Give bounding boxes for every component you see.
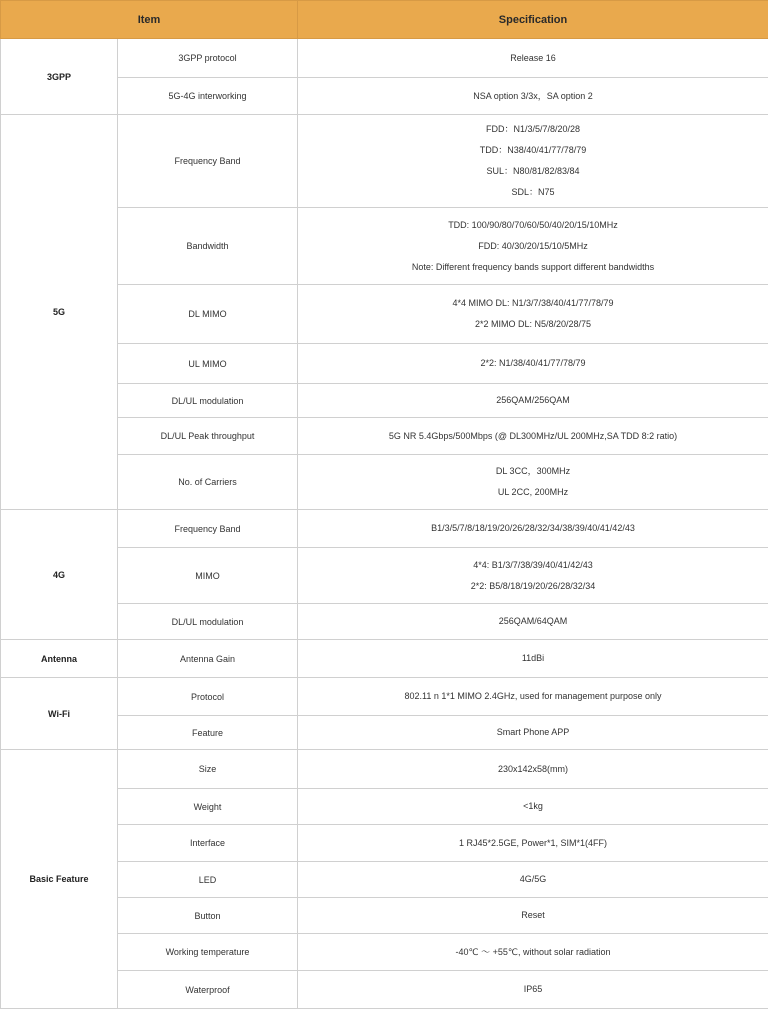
spec-line: 802.11 n 1*1 MIMO 2.4GHz, used for management purpose only — [304, 686, 762, 707]
spec-cell — [298, 208, 768, 285]
table-row — [1, 640, 768, 678]
category-cell: Wi-Fi — [1, 678, 118, 750]
spec-body — [1, 39, 768, 1009]
spec-line: 256QAM/256QAM — [304, 390, 762, 411]
spec-line: -40℃ ～ +55℃, without solar radiation — [304, 942, 762, 963]
spec-cell — [298, 285, 768, 344]
table-row — [1, 115, 768, 208]
item-label: UL MIMO — [118, 344, 298, 384]
spec-line: 11dBi — [304, 648, 762, 669]
spec-line: Release 16 — [304, 48, 762, 69]
item-label: Size — [118, 750, 298, 789]
item-label: DL/UL modulation — [118, 604, 298, 640]
spec-line: TDD：N38/40/41/77/78/79 — [304, 140, 762, 161]
spec-cell — [298, 934, 768, 971]
spec-cell — [298, 825, 768, 862]
spec-line: SDL：N75 — [304, 182, 762, 203]
spec-cell — [298, 862, 768, 898]
table-row — [1, 750, 768, 789]
table-row — [1, 678, 768, 716]
spec-cell — [298, 548, 768, 604]
spec-cell — [298, 384, 768, 418]
spec-line: UL 2CC, 200MHz — [304, 482, 762, 503]
item-label: 5G-4G interworking — [118, 78, 298, 115]
spec-line: IP65 — [304, 979, 762, 1000]
spec-line: B1/3/5/7/8/18/19/20/26/28/32/34/38/39/40/41/42/43 — [304, 518, 762, 539]
spec-cell — [298, 898, 768, 934]
spec-line: NSA option 3/3x，SA option 2 — [304, 86, 762, 107]
spec-line: 1 RJ45*2.5GE, Power*1, SIM*1(4FF) — [304, 833, 762, 854]
spec-line: Note: Different frequency bands support different bandwidths — [304, 257, 762, 278]
table-row — [1, 510, 768, 548]
item-label: Feature — [118, 716, 298, 750]
spec-line: 4G/5G — [304, 869, 762, 890]
spec-line: FDD：N1/3/5/7/8/20/28 — [304, 119, 762, 140]
header-spec: Specification — [298, 1, 768, 39]
item-label: MIMO — [118, 548, 298, 604]
spec-cell — [298, 640, 768, 678]
spec-cell — [298, 510, 768, 548]
spec-cell — [298, 344, 768, 384]
item-label: Weight — [118, 789, 298, 825]
spec-line: <1kg — [304, 796, 762, 817]
item-label: Protocol — [118, 678, 298, 716]
spec-line: 230x142x58(mm) — [304, 759, 762, 780]
item-label: Waterproof — [118, 971, 298, 1009]
spec-line: 5G NR 5.4Gbps/500Mbps (@ DL300MHz/UL 200MHz,SA TDD 8:2 ratio) — [304, 426, 762, 447]
item-label: DL MIMO — [118, 285, 298, 344]
spec-line: FDD: 40/30/20/15/10/5MHz — [304, 236, 762, 257]
spec-cell — [298, 750, 768, 789]
spec-cell — [298, 115, 768, 208]
category-cell: Antenna — [1, 640, 118, 678]
item-label: 3GPP protocol — [118, 39, 298, 78]
item-label: Frequency Band — [118, 115, 298, 208]
spec-line: Reset — [304, 905, 762, 926]
item-label: DL/UL Peak throughput — [118, 418, 298, 455]
spec-cell — [298, 39, 768, 78]
spec-cell — [298, 604, 768, 640]
spec-line: Smart Phone APP — [304, 722, 762, 743]
category-cell: 3GPP — [1, 39, 118, 115]
item-label: LED — [118, 862, 298, 898]
spec-cell — [298, 789, 768, 825]
spec-cell — [298, 78, 768, 115]
category-cell: 5G — [1, 115, 118, 510]
item-label: Working temperature — [118, 934, 298, 971]
spec-line: TDD: 100/90/80/70/60/50/40/20/15/10MHz — [304, 215, 762, 236]
item-label: Bandwidth — [118, 208, 298, 285]
spec-line: 256QAM/64QAM — [304, 611, 762, 632]
spec-line: DL 3CC，300MHz — [304, 461, 762, 482]
item-label: Interface — [118, 825, 298, 862]
table-row — [1, 39, 768, 78]
spec-cell — [298, 418, 768, 455]
spec-line: SUL：N80/81/82/83/84 — [304, 161, 762, 182]
header-item: Item — [1, 1, 298, 39]
spec-cell — [298, 971, 768, 1009]
category-cell: 4G — [1, 510, 118, 640]
header-row — [1, 1, 768, 39]
category-cell: Basic Feature — [1, 750, 118, 1009]
spec-line: 2*2: N1/38/40/41/77/78/79 — [304, 353, 762, 374]
spec-cell — [298, 678, 768, 716]
item-label: Antenna Gain — [118, 640, 298, 678]
item-label: No. of Carriers — [118, 455, 298, 510]
spec-line: 2*2 MIMO DL: N5/8/20/28/75 — [304, 314, 762, 335]
spec-cell — [298, 716, 768, 750]
item-label: DL/UL modulation — [118, 384, 298, 418]
spec-cell — [298, 455, 768, 510]
item-label: Frequency Band — [118, 510, 298, 548]
spec-line: 2*2: B5/8/18/19/20/26/28/32/34 — [304, 576, 762, 597]
item-label: Button — [118, 898, 298, 934]
spec-line: 4*4: B1/3/7/38/39/40/41/42/43 — [304, 555, 762, 576]
spec-line: 4*4 MIMO DL: N1/3/7/38/40/41/77/78/79 — [304, 293, 762, 314]
